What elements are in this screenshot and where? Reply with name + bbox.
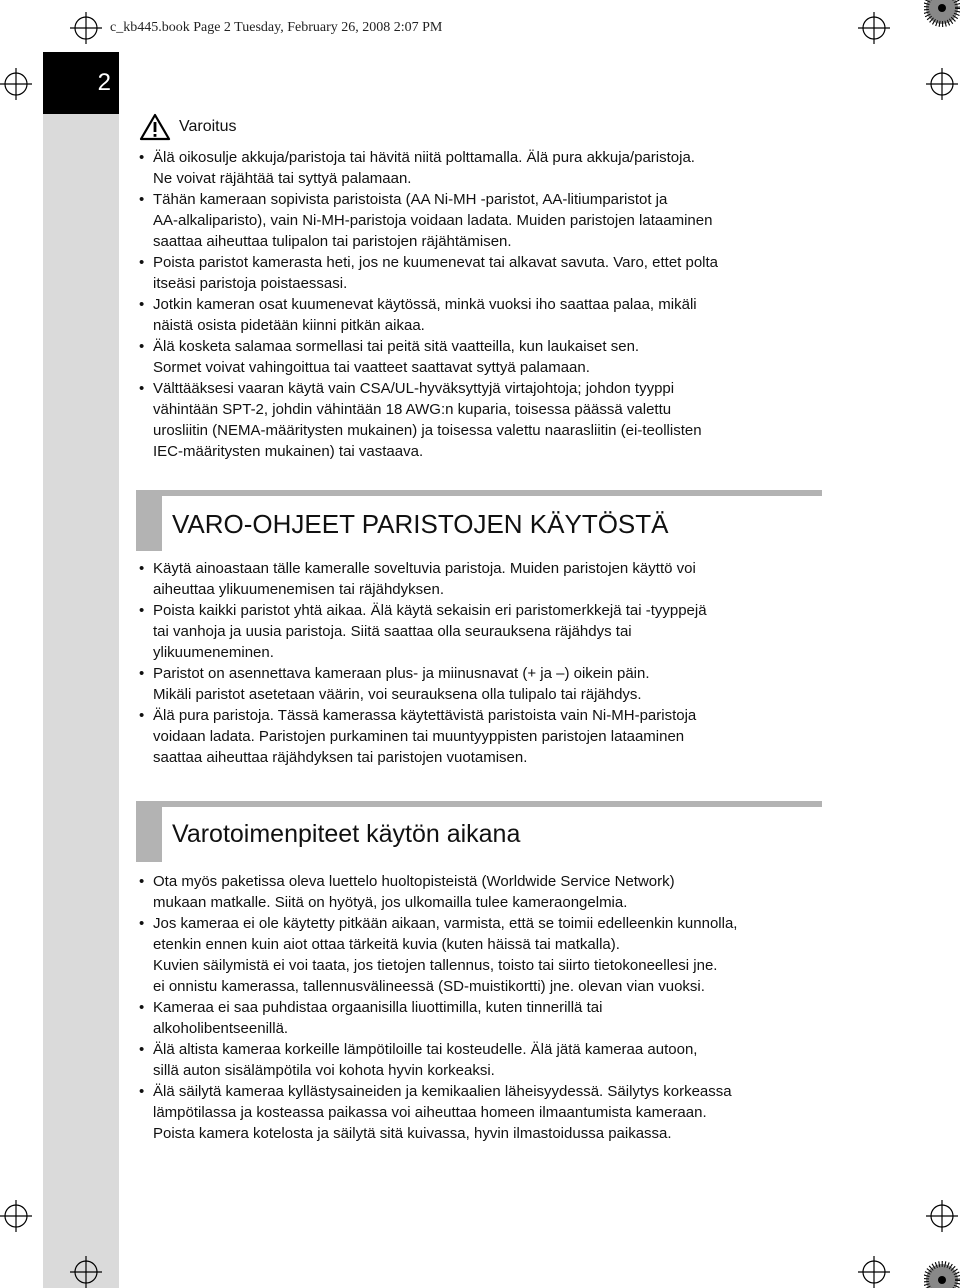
heading-bar xyxy=(136,490,162,551)
bullet-icon: • xyxy=(139,1083,145,1100)
text-line: Poista paristot kamerasta heti, jos ne kuumenevat tai alkavat savuta. Varo, ettet polta xyxy=(153,254,719,271)
sunburst-icon xyxy=(924,1258,960,1288)
list-item xyxy=(139,997,737,1039)
crosshair-icon xyxy=(0,1200,32,1232)
list-item xyxy=(139,705,707,768)
bullet-icon: • xyxy=(139,254,145,271)
bullet-icon: • xyxy=(139,999,145,1016)
text-line: Älä pura paristoja. Tässä kamerassa käytettävistä paristoista vain Ni-MH-paristoja xyxy=(153,707,697,724)
crosshair-icon xyxy=(0,68,32,100)
text-line: Mikäli paristot asetetaan väärin, voi seurauksena olla tulipalo tai räjähdys. xyxy=(153,686,642,703)
bullet-icon: • xyxy=(139,602,145,619)
heading-bar xyxy=(136,801,162,862)
text-line: ei onnistu kamerassa, tallennusvälineessä (SD-muistikortti) jne. olevan vian vuoksi. xyxy=(153,978,705,995)
text-line: Tähän kameraan sopivista paristoista (AA Ni-MH -paristot, AA-litiumparistot ja xyxy=(153,191,668,208)
crosshair-icon xyxy=(70,12,102,44)
bullet-icon: • xyxy=(139,707,145,724)
text-line: Sormet voivat vahingoittua tai vaatteet saattavat syttyä palamaan. xyxy=(153,359,590,376)
bullet-icon: • xyxy=(139,338,145,355)
text-line: Kuvien säilymistä ei voi taata, jos tietojen tallennus, toisto tai siirto tietokoneellesi jne. xyxy=(153,957,718,974)
bullet-icon: • xyxy=(139,873,145,890)
section-title: VARO-OHJEET PARISTOJEN KÄYTÖSTÄ xyxy=(172,509,669,539)
crosshair-icon xyxy=(926,1200,958,1232)
text-line: tai vanhoja ja uusia paristoja. Siitä saattaa olla seurauksena räjähdys tai xyxy=(153,623,632,640)
sunburst-icon xyxy=(924,0,960,28)
text-line: Poista kamera kotelosta ja säilytä sitä kuivassa, hyvin ilmastoidussa paikassa. xyxy=(153,1125,672,1142)
list-item xyxy=(139,1081,737,1144)
list-item xyxy=(139,378,718,462)
list-item xyxy=(139,871,737,913)
text-line: etenkin ennen kuin aiot ottaa tärkeitä kuvia (kuten häissä tai matkalla). xyxy=(153,936,620,953)
bullet-icon: • xyxy=(139,296,145,313)
text-line: AA-alkaliparisto), vain Ni-MH-paristoja voidaan ladata. Muiden paristojen lataaminen xyxy=(153,212,713,229)
list-item xyxy=(139,558,707,600)
list-item xyxy=(139,147,718,189)
text-line: mukaan matkalle. Siitä on hyötyä, jos ulkomailla tulee kameraongelmia. xyxy=(153,894,628,911)
bullet-icon: • xyxy=(139,915,145,932)
bullet-icon: • xyxy=(139,380,145,397)
warning-title: Varoitus xyxy=(179,118,237,135)
heading-rule xyxy=(136,490,822,496)
usage-list xyxy=(139,871,737,1144)
list-item xyxy=(139,913,737,997)
list-item xyxy=(139,663,707,705)
text-line: urosliitin (NEMA-määritysten mukainen) ja toisessa valettu naarasliitin (ei-teollisten xyxy=(153,422,702,439)
text-line: lämpötilassa ja kosteassa paikassa voi aiheuttaa homeen ilmaantumista kameraan. xyxy=(153,1104,707,1121)
text-line: IEC-määritysten mukainen) tai vastaava. xyxy=(153,443,424,460)
bullet-icon: • xyxy=(139,149,145,166)
list-item xyxy=(139,294,718,336)
text-line: Paristot on asennettava kameraan plus- ja miinusnavat (+ ja –) oikein päin. xyxy=(153,665,650,682)
margin-strip xyxy=(43,114,119,1288)
list-item xyxy=(139,252,718,294)
warning-heading xyxy=(139,113,237,141)
section-heading xyxy=(136,801,822,862)
bullet-icon: • xyxy=(139,665,145,682)
text-line: voidaan ladata. Paristojen purkaminen tai muuntyyppisten paristojen lataaminen xyxy=(153,728,685,745)
text-line: Älä altista kameraa korkeille lämpötiloille tai kosteudelle. Älä jätä kameraa autoon, xyxy=(153,1041,698,1058)
battery-list xyxy=(139,558,707,768)
bullet-icon: • xyxy=(139,191,145,208)
text-line: vähintään SPT-2, johdin vähintään 18 AWG:n kuparia, toisessa päässä valettu xyxy=(153,401,672,418)
bullet-icon: • xyxy=(139,1041,145,1058)
crosshair-icon xyxy=(70,1256,102,1288)
crosshair-icon xyxy=(926,68,958,100)
text-line: alkoholibentseenillä. xyxy=(153,1020,289,1037)
text-line: Älä säilytä kameraa kyllästysaineiden ja kemikaalien läheisyydessä. Säilytys korkeassa xyxy=(153,1083,732,1100)
heading-rule xyxy=(136,801,822,807)
crosshair-icon xyxy=(858,12,890,44)
text-line: Älä oikosulje akkuja/paristoja tai hävitä niitä polttamalla. Älä pura akkuja/paristoja. xyxy=(153,149,695,166)
list-item xyxy=(139,600,707,663)
bullet-icon: • xyxy=(139,560,145,577)
list-item xyxy=(139,336,718,378)
text-line: Kameraa ei saa puhdistaa orgaanisilla liuottimilla, kuten tinnerillä tai xyxy=(153,999,603,1016)
book-slug: c_kb445.book Page 2 Tuesday, February 26, 2008 2:07 PM xyxy=(110,20,443,35)
page-number-tab xyxy=(43,52,119,114)
crosshair-icon xyxy=(858,1256,890,1288)
text-line: aiheuttaa ylikuumenemisen tai räjähdyksen. xyxy=(153,581,444,598)
text-line: Käytä ainoastaan tälle kameralle soveltuvia paristoja. Muiden paristojen käyttö voi xyxy=(153,560,696,577)
text-line: sillä auton sisälämpötila voi kohota hyvin korkeaksi. xyxy=(153,1062,495,1079)
text-line: Ne voivat räjähtää tai syttyä palamaan. xyxy=(153,170,412,187)
page-number: 2 xyxy=(97,69,111,96)
text-line: ylikuumeneminen. xyxy=(153,644,274,661)
text-line: Poista kaikki paristot yhtä aikaa. Älä käytä sekaisin eri paristomerkkejä tai -tyyppejä xyxy=(153,602,707,619)
text-line: Älä kosketa salamaa sormellasi tai peitä sitä vaatteilla, kun laukaiset sen. xyxy=(153,338,640,355)
text-line: Ota myös paketissa oleva luettelo huoltopisteistä (Worldwide Service Network) xyxy=(153,873,675,890)
section-title: Varotoimenpiteet käytön aikana xyxy=(172,820,521,848)
warning-list xyxy=(139,147,718,462)
warning-icon xyxy=(139,113,171,141)
list-item xyxy=(139,1039,737,1081)
section-heading xyxy=(136,490,822,551)
text-line: Jos kameraa ei ole käytetty pitkään aikaan, varmista, että se toimii edelleenkin kunnolla, xyxy=(153,915,738,932)
text-line: itseäsi paristoja poistaessasi. xyxy=(153,275,348,292)
text-line: näistä osista pidetään kiinni pitkän aikaa. xyxy=(153,317,425,334)
text-line: Jotkin kameran osat kuumenevat käytössä, minkä vuoksi iho saattaa palaa, mikäli xyxy=(153,296,697,313)
list-item xyxy=(139,189,718,252)
text-line: saattaa aiheuttaa tulipalon tai paristojen räjähtämisen. xyxy=(153,233,512,250)
text-line: Välttääksesi vaaran käytä vain CSA/UL-hyväksyttyjä virtajohtoja; johdon tyyppi xyxy=(153,380,675,397)
text-line: saattaa aiheuttaa räjähdyksen tai paristojen vuotamisen. xyxy=(153,749,528,766)
